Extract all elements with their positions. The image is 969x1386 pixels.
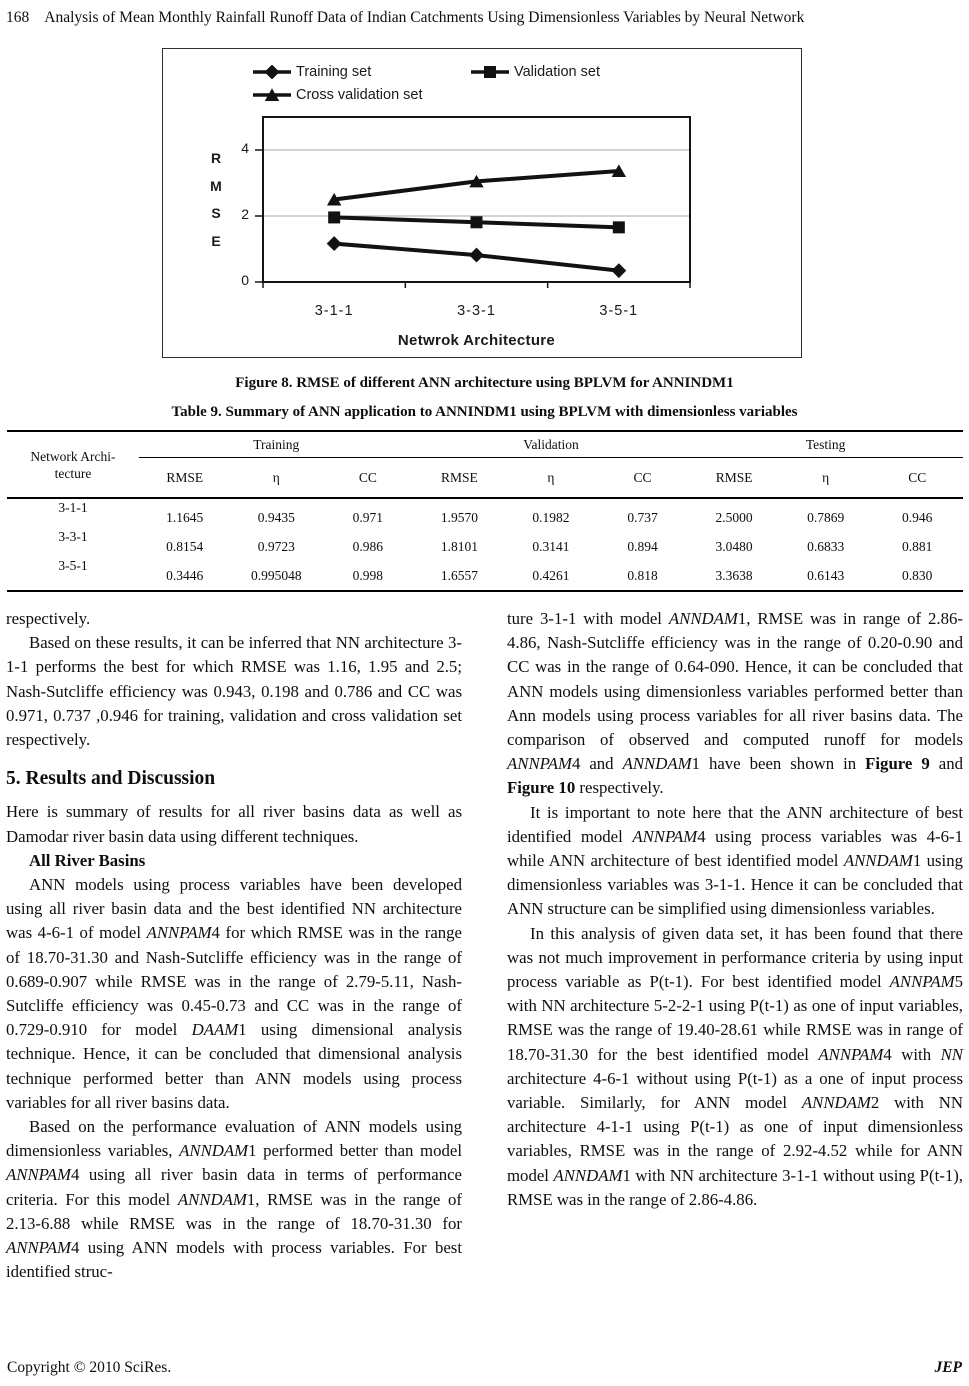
results-table: [7, 430, 963, 592]
table-row: [7, 557, 963, 591]
group-header-training: Training: [139, 431, 414, 458]
paragraph: Here is summary of results for all river basins data as well as Damodar river basin data using different techniques.: [6, 802, 462, 846]
header-line: tecture: [54, 465, 92, 481]
right-column: [507, 607, 963, 1284]
journal-abbrev: JEP: [934, 1359, 962, 1376]
subsection-heading: All River Basins: [29, 850, 146, 870]
subheader-eta: η: [780, 458, 872, 499]
cell-value: 0.818: [597, 557, 689, 591]
cell-value: 0.971: [352, 510, 384, 525]
legend-label: Cross validation set: [296, 86, 423, 103]
cell-value: 0.995048: [230, 557, 322, 591]
legend-label: Validation set: [514, 63, 600, 80]
paragraph: ture 3-1-1 with model ANNDAM1, RMSE was in range of 2.86-4.86, Nash-Sutcliffe efficiency was in the range of 0.20-0.90 and CC was in the range of 0.64-090. Hence, it can be concluded that ANN models using dimensionless variables performed better than Ann models using process variables for all river basins data. The comparison of observed and computed runoff for models ANNPAM4 and ANNDAM1 have been shown in Figure 9 and Figure 10 respectively.: [507, 609, 963, 798]
subheader-rmse: RMSE: [414, 458, 506, 499]
y-axis-letter: M: [210, 177, 222, 194]
page-header: [0, 0, 969, 27]
cell-value: 0.894: [627, 539, 658, 554]
cell-architecture: 3-3-1: [58, 529, 88, 544]
table-group-header-row: [7, 431, 963, 458]
section-heading: 5. Results and Discussion: [6, 768, 216, 790]
cell-value: 0.6143: [780, 557, 872, 591]
cell-value: 0.3141: [532, 539, 570, 554]
cell-value: 0.7869: [807, 510, 845, 525]
cell-value: 2.5000: [715, 510, 753, 525]
x-tick-label: 3-1-1: [314, 303, 354, 319]
paragraph: In this analysis of given data set, it has been found that there was not much improvement in performance criteria by using input process variable as P(t-1). For best identified model ANNPAM5 with NN architecture 5-2-2-1 using P(t-1) as one of input variables, RMSE was the range of 19.40-28.61 while RMSE was in range of 18.70-31.30 for the best identified model ANNPAM4 with NN architecture 4-6-1 without using P(t-1) as a one of input process variable. Similarly, for ANN model ANNDAM2 with NN architecture 4-1-1 using P(t-1) as one of input dimensionless variables, RMSE was in the range of 2.92-4.52 while for ANN model ANNDAM1 with NN architecture 3-1-1 without using P(t-1), RMSE was in the range of 2.86-4.86.: [507, 923, 963, 1209]
left-column: [6, 607, 462, 1284]
cell-architecture: 3-5-1: [7, 557, 139, 591]
page-footer: [7, 1359, 962, 1377]
cell-value: 3.3638: [688, 557, 780, 591]
x-tick-label: 3-3-1: [457, 303, 496, 319]
y-axis-letter: S: [211, 205, 221, 221]
cell-value: 0.881: [902, 539, 933, 554]
cell-value: 0.998: [322, 557, 414, 591]
cell-value: 1.9570: [440, 510, 478, 525]
y-tick-label: 4: [241, 140, 249, 156]
page-number: 168: [6, 9, 30, 26]
chart-axis-labels: [163, 49, 801, 357]
y-tick-label: 0: [241, 272, 249, 288]
body-text: [6, 607, 963, 1284]
cell-architecture: 3-1-1: [58, 500, 88, 515]
subheader-rmse: RMSE: [139, 458, 231, 499]
y-axis-letter: E: [211, 232, 221, 249]
paragraph: Based on these results, it can be inferred that NN architecture 3-1-1 performs the best for which RMSE was 1.16, 1.95 and 2.5; Nash-Sutcliffe efficiency was 0.943, 0.198 and 0.786 and CC was 0.971, 0.737 ,0.946 for training, validation and cross validation set respectively.: [6, 633, 462, 750]
x-tick-label: 3-5-1: [599, 303, 639, 319]
subheader-eta: η: [505, 458, 597, 499]
copyright-text: Copyright © 2010 SciRes.: [7, 1359, 172, 1376]
table-caption: Table 9. Summary of ANN application to ANNINDM1 using BPLVM with dimensionless variables: [171, 404, 798, 420]
cell-value: 0.8154: [166, 539, 204, 554]
table-row: [7, 528, 963, 557]
y-tick-label: 2: [241, 206, 249, 222]
table-subheader-row: [7, 458, 963, 499]
cell-value: 0.4261: [505, 557, 597, 591]
cell-value: 0.9723: [257, 539, 295, 554]
paragraph: Based on the performance evaluation of ANN models using dimensionless variables, ANNDAM1 performed better than model ANNPAM4 using all river basin data in terms of performance criteria. For this model ANNDAM1, RMSE was in the range of 2.13-6.88 while RMSE was in the range of 18.70-31.30 for ANNPAM4 using ANN models with process variables. For best identified struc-: [6, 1117, 462, 1282]
x-axis-title: Netwrok Architecture: [397, 332, 556, 349]
cell-value: 1.6557: [414, 557, 506, 591]
paragraph: ANN models using process variables have been developed using all river basin data and the best identified NN architecture was 4-6-1 of model ANNPAM4 for which RMSE was in the range of 18.70-31.30 and Nash-Sutcliffe efficiency was in the range of 0.689-0.907 while RMSE was in the range of 2.79-5.11, Nash-Sutcliffe efficiency was 0.45-0.73 and CC was in the range of 0.729-0.910 for model DAAM1 using dimensional analysis technique. Hence, it can be concluded that dimensional analysis technique performed better than ANN models using process variables for all river basins data.: [6, 875, 463, 1112]
subheader-cc: CC: [597, 458, 689, 499]
paragraph: It is important to note here that the ANN architecture of best identified model ANNPAM4 using process variables was 4-6-1 while ANN architecture of best identified model ANNDAM1 using dimensionless variables was 3-1-1. Hence it can be concluded that ANN structure can be simplified using dimensionless variables.: [507, 802, 963, 919]
cell-value: 0.946: [902, 510, 933, 525]
cell-value: 0.6833: [807, 539, 845, 554]
cell-value: 0.9435: [257, 510, 295, 525]
group-header-testing: Testing: [688, 431, 963, 458]
cell-value: 1.8101: [440, 539, 478, 554]
cell-value: 3.0480: [715, 539, 753, 554]
legend-label: Training set: [296, 63, 372, 80]
y-axis-letter: R: [210, 150, 222, 166]
cell-value: 0.737: [627, 510, 658, 525]
figure-8-chart: [162, 48, 802, 358]
subheader-cc: CC: [322, 458, 414, 499]
cell-value: 0.830: [871, 557, 963, 591]
cell-value: 0.1982: [532, 510, 570, 525]
cell-value: 0.3446: [139, 557, 231, 591]
header-line: Network Archi-: [30, 448, 116, 464]
table-row: [7, 498, 963, 528]
running-title: Analysis of Mean Monthly Rainfall Runoff Data of Indian Catchments Using Dimensionless Variables by Neural Network: [44, 9, 805, 26]
figure-caption: Figure 8. RMSE of different ANN architecture using BPLVM for ANNINDM1: [235, 375, 734, 391]
column-header-network-architecture: [7, 431, 139, 498]
subheader-cc: CC: [871, 458, 963, 499]
subheader-rmse: RMSE: [688, 458, 780, 499]
cell-value: 0.986: [352, 539, 384, 554]
paragraph: respectively.: [6, 609, 91, 628]
subheader-eta: η: [230, 458, 322, 499]
group-header-validation: Validation: [414, 431, 689, 458]
cell-value: 1.1645: [166, 510, 204, 525]
